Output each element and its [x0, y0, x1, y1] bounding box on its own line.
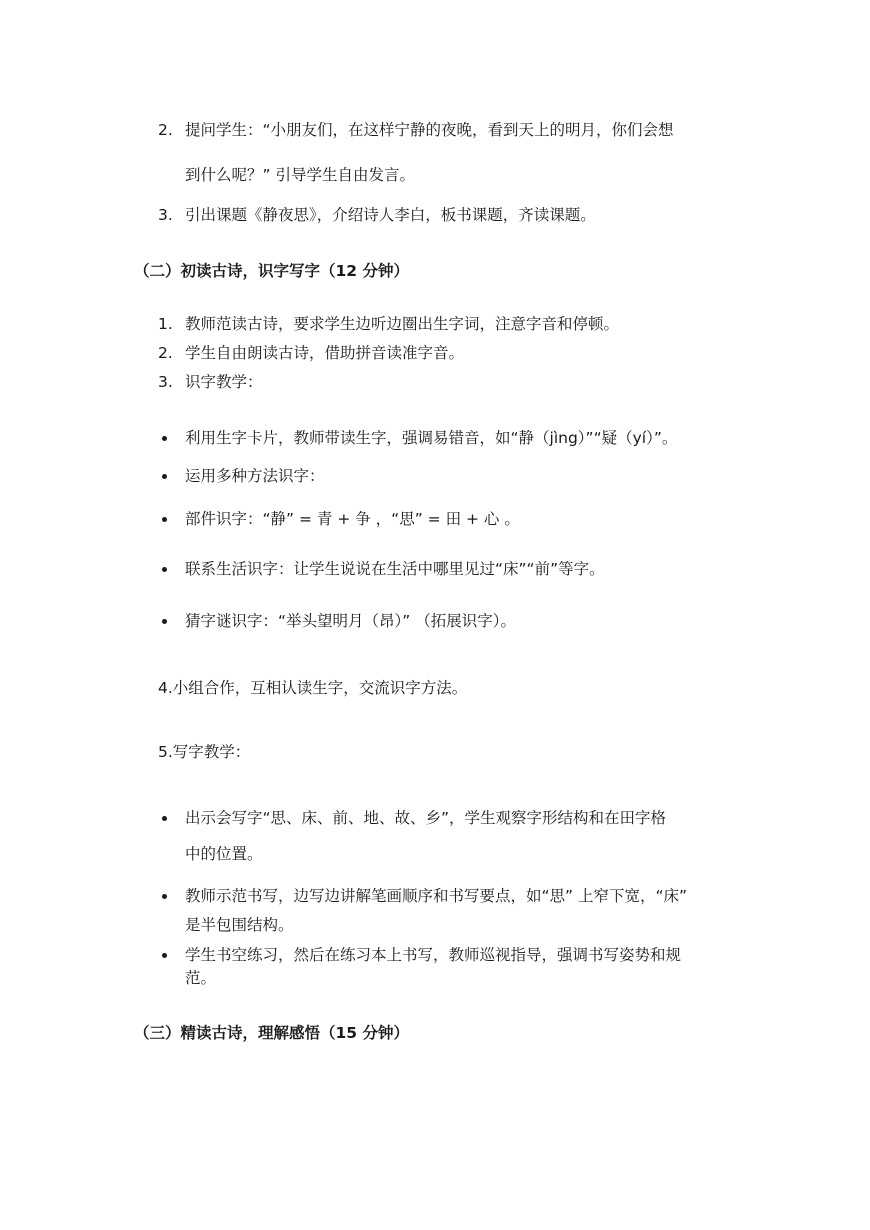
list-item-text: 4.小组合作，互相认读生字，交流识字方法。 — [158, 679, 468, 697]
list-number: 3. — [158, 373, 173, 391]
bullet-item-text: 学生书空练习，然后在练习本上书写，教师巡视指导，强调书写姿势和规 — [185, 946, 682, 964]
bullet-item-text: 猜字谜识字：“举头望明月（昂）” （拓展识字）。 — [185, 612, 516, 630]
bullet-icon — [162, 619, 167, 624]
list-item-text: 识字教学： — [185, 373, 263, 391]
list-item-text: 学生自由朗读古诗，借助拼音读准字音。 — [185, 344, 465, 362]
list-item-text: 教师范读古诗，要求学生边听边圈出生字词，注意字音和停顿。 — [185, 315, 620, 333]
bullet-item-text: 利用生字卡片，教师带读生字，强调易错音，如“静（jìng）”“疑（yí）”。 — [185, 429, 678, 447]
bullet-icon — [162, 474, 167, 479]
section-heading: （二）初读古诗，识字写字（12 分钟） — [134, 262, 409, 280]
bullet-icon — [162, 517, 167, 522]
bullet-item-text-continued: 是半包围结构。 — [185, 916, 294, 934]
list-number: 3. — [158, 206, 173, 224]
bullet-item-text: 出示会写字“思、床、前、地、故、乡”，学生观察字形结构和在田字格 — [185, 809, 667, 827]
list-number: 1. — [158, 315, 173, 333]
list-number: 2. — [158, 121, 173, 139]
list-item-text-continued: 到什么呢？” 引导学生自由发言。 — [185, 166, 415, 184]
bullet-item-text-continued: 范。 — [185, 969, 217, 987]
bullet-item-text: 运用多种方法识字： — [185, 467, 325, 485]
bullet-icon — [162, 816, 167, 821]
bullet-item-text: 部件识字：“静” = 青 + 争 ，“思” = 田 + 心 。 — [185, 510, 520, 528]
list-item-text: 提问学生：“小朋友们，在这样宁静的夜晚，看到天上的明月，你们会想 — [185, 121, 674, 139]
list-number: 2. — [158, 344, 173, 362]
bullet-item-text: 联系生活识字：让学生说说在生活中哪里见过“床”“前”等字。 — [185, 560, 605, 578]
section-heading: （三）精读古诗，理解感悟（15 分钟） — [134, 1024, 409, 1042]
list-item-text: 引出课题《静夜思》，介绍诗人李白，板书课题，齐读课题。 — [185, 206, 596, 224]
bullet-icon — [162, 567, 167, 572]
bullet-item-text-continued: 中的位置。 — [185, 845, 263, 863]
bullet-icon — [162, 436, 167, 441]
bullet-item-text: 教师示范书写，边写边讲解笔画顺序和书写要点，如“思” 上窄下宽，“床” — [185, 887, 688, 905]
list-item-text: 5.写字教学： — [158, 743, 251, 761]
bullet-icon — [162, 953, 167, 958]
bullet-icon — [162, 894, 167, 899]
